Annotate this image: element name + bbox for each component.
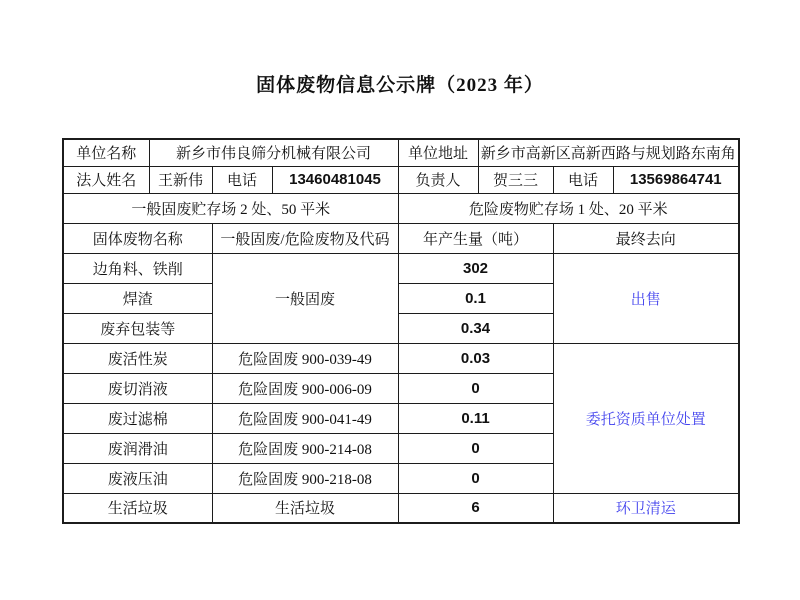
waste-destination: 出售 bbox=[553, 253, 739, 343]
table-row bbox=[63, 253, 739, 283]
waste-amount: 6 bbox=[398, 493, 553, 523]
waste-amount: 0.34 bbox=[398, 313, 553, 343]
page-title: 固体废物信息公示牌（2023 年） bbox=[256, 75, 544, 96]
manager-value: 贺三三 bbox=[478, 166, 553, 193]
waste-name: 废切消液 bbox=[63, 373, 212, 403]
legal-person-label: 法人姓名 bbox=[63, 166, 149, 193]
waste-amount: 0 bbox=[398, 373, 553, 403]
waste-info-table bbox=[62, 138, 740, 524]
waste-name: 废弃包装等 bbox=[63, 313, 212, 343]
waste-name: 废液压油 bbox=[63, 463, 212, 493]
waste-category: 危险固废 900-006-09 bbox=[212, 373, 398, 403]
unit-address-label: 单位地址 bbox=[398, 139, 478, 166]
manager-phone-label: 电话 bbox=[553, 166, 613, 193]
general-storage-info: 一般固废贮存场 2 处、50 平米 bbox=[63, 193, 398, 223]
waste-amount: 302 bbox=[398, 253, 553, 283]
row-header bbox=[63, 223, 739, 253]
waste-amount: 0.11 bbox=[398, 403, 553, 433]
waste-amount: 0.1 bbox=[398, 283, 553, 313]
waste-amount: 0 bbox=[398, 463, 553, 493]
waste-category: 危险固废 900-041-49 bbox=[212, 403, 398, 433]
waste-category: 生活垃圾 bbox=[212, 493, 398, 523]
waste-category: 一般固废 bbox=[212, 253, 398, 343]
waste-name: 废活性炭 bbox=[63, 343, 212, 373]
header-destination: 最终去向 bbox=[553, 223, 739, 253]
waste-amount: 0.03 bbox=[398, 343, 553, 373]
waste-category: 危险固废 900-039-49 bbox=[212, 343, 398, 373]
legal-phone-label: 电话 bbox=[212, 166, 272, 193]
waste-category: 危险固废 900-214-08 bbox=[212, 433, 398, 463]
waste-name: 废过滤棉 bbox=[63, 403, 212, 433]
row-unit bbox=[63, 139, 739, 166]
header-category: 一般固废/危险废物及代码 bbox=[212, 223, 398, 253]
manager-phone-value: 13569864741 bbox=[613, 166, 739, 193]
row-contacts bbox=[63, 166, 739, 193]
waste-name: 焊渣 bbox=[63, 283, 212, 313]
header-annual-amount: 年产生量（吨） bbox=[398, 223, 553, 253]
unit-name-label: 单位名称 bbox=[63, 139, 149, 166]
waste-name: 废润滑油 bbox=[63, 433, 212, 463]
waste-name: 生活垃圾 bbox=[63, 493, 212, 523]
row-storage bbox=[63, 193, 739, 223]
unit-address-value: 新乡市高新区高新西路与规划路东南角 bbox=[478, 139, 739, 166]
waste-category: 危险固废 900-218-08 bbox=[212, 463, 398, 493]
manager-label: 负责人 bbox=[398, 166, 478, 193]
table-row bbox=[63, 493, 739, 523]
table-row bbox=[63, 343, 739, 373]
header-waste-name: 固体废物名称 bbox=[63, 223, 212, 253]
hazardous-storage-info: 危险废物贮存场 1 处、20 平米 bbox=[398, 193, 739, 223]
waste-name: 边角料、铁削 bbox=[63, 253, 212, 283]
waste-amount: 0 bbox=[398, 433, 553, 463]
legal-phone-value: 13460481045 bbox=[272, 166, 398, 193]
unit-name-value: 新乡市伟良筛分机械有限公司 bbox=[149, 139, 398, 166]
legal-person-value: 王新伟 bbox=[149, 166, 212, 193]
waste-destination: 委托资质单位处置 bbox=[553, 343, 739, 493]
waste-destination: 环卫清运 bbox=[553, 493, 739, 523]
